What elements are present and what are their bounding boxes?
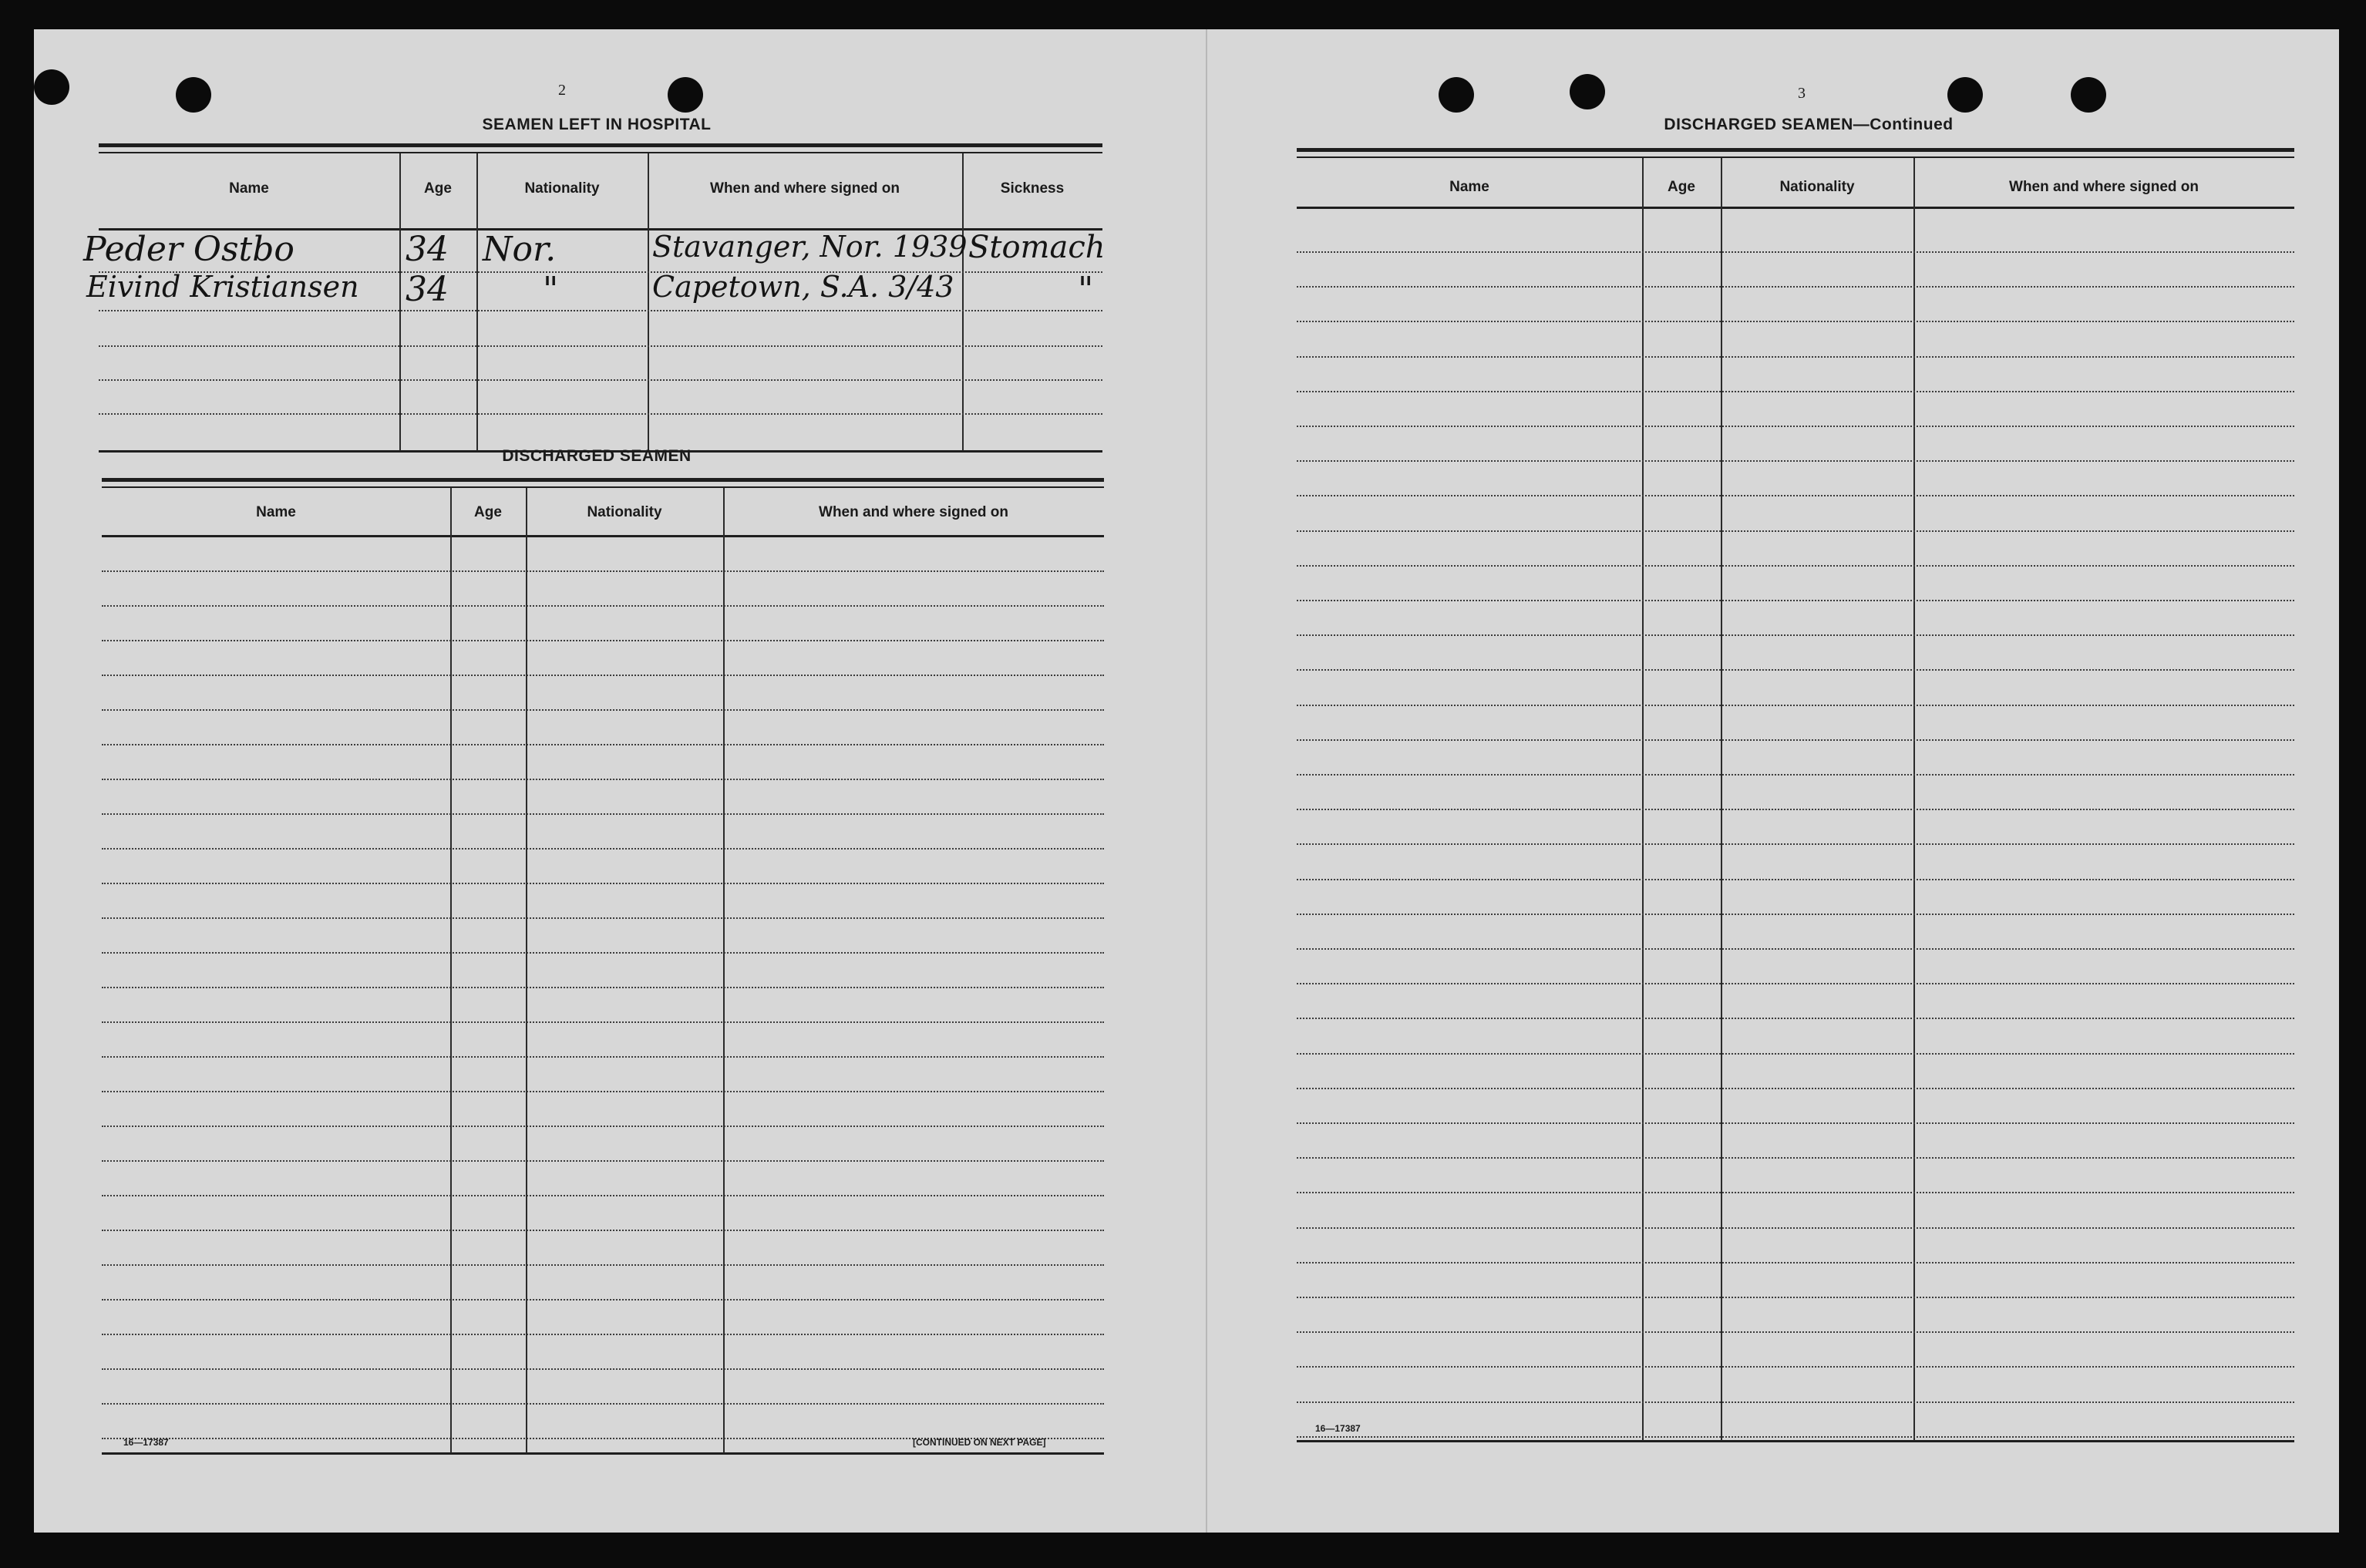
row-line	[1297, 495, 2294, 496]
table-top-rule	[99, 143, 1102, 147]
column-divider	[450, 488, 452, 1453]
row-line	[102, 1126, 1104, 1127]
discharged-table	[102, 478, 1104, 1457]
row-line	[1297, 286, 2294, 288]
column-divider	[526, 488, 527, 1453]
row-line	[1297, 1227, 2294, 1229]
table-top-rule	[1297, 156, 2294, 158]
entry-name: Peder Ostbo	[83, 230, 294, 269]
row-line	[1297, 356, 2294, 358]
row-line	[1297, 739, 2294, 741]
row-line	[102, 640, 1104, 641]
column-header-signed-on: When and where signed on	[2009, 179, 2199, 195]
hospital-title: SEAMEN LEFT IN HOSPITAL	[482, 116, 712, 133]
row-line	[1297, 251, 2294, 253]
row-line	[1297, 1018, 2294, 1019]
column-header-signed-on: When and where signed on	[819, 504, 1008, 520]
punch-hole	[1439, 77, 1474, 113]
row-line	[102, 917, 1104, 919]
column-divider	[476, 153, 478, 451]
row-line	[1297, 1366, 2294, 1368]
column-divider	[962, 153, 964, 451]
table-top-rule	[102, 486, 1104, 488]
document-sheet	[34, 29, 2339, 1533]
column-header-signed-on: When and where signed on	[710, 180, 900, 197]
row-line	[102, 1299, 1104, 1300]
row-line	[1297, 809, 2294, 810]
column-header-nationality: Nationality	[524, 180, 600, 197]
row-line	[102, 709, 1104, 711]
column-divider	[723, 488, 725, 1453]
row-line	[99, 345, 1102, 347]
row-line	[1297, 914, 2294, 915]
row-line	[102, 1334, 1104, 1335]
column-header-name: Name	[256, 504, 296, 520]
entry-signed-on: Stavanger, Nor. 1939	[652, 230, 968, 264]
table-bottom-rule	[1297, 1440, 2294, 1442]
column-divider	[648, 153, 649, 451]
entry-sickness: Stomach	[968, 230, 1106, 265]
page-number: 3	[1798, 85, 1806, 102]
row-line	[102, 952, 1104, 954]
row-line	[1297, 530, 2294, 532]
page-number: 2	[558, 82, 566, 99]
row-line	[102, 675, 1104, 676]
row-line	[102, 779, 1104, 780]
column-header-age: Age	[1668, 179, 1695, 195]
column-divider	[399, 153, 401, 451]
entry-sickness: "	[1078, 270, 1094, 309]
continued-note: [CONTINUED ON NEXT PAGE]	[913, 1437, 1046, 1448]
row-line	[1297, 1331, 2294, 1333]
punch-hole	[1947, 77, 1983, 113]
column-divider	[1913, 158, 1915, 1441]
row-line	[102, 1056, 1104, 1058]
row-line	[102, 813, 1104, 815]
row-line	[102, 1160, 1104, 1162]
table-top-rule	[99, 152, 1102, 153]
left-page	[34, 29, 1206, 1533]
table-bottom-rule	[102, 1452, 1104, 1455]
row-line	[1297, 774, 2294, 776]
discharged-continued-table	[1297, 148, 2294, 1451]
entry-age: 34	[406, 270, 449, 309]
column-header-age: Age	[424, 180, 452, 197]
hospital-table	[83, 143, 1106, 452]
row-line	[102, 987, 1104, 988]
discharged-title: DISCHARGED SEAMEN	[502, 447, 692, 465]
row-line	[102, 570, 1104, 572]
row-line	[1297, 1436, 2294, 1438]
column-header-name: Name	[1449, 179, 1489, 195]
punch-hole	[176, 77, 211, 113]
row-line	[1297, 843, 2294, 845]
row-line	[102, 1091, 1104, 1092]
column-header-age: Age	[474, 504, 502, 520]
row-line	[1297, 705, 2294, 706]
right-page	[1206, 29, 2341, 1533]
column-header-sickness: Sickness	[1000, 180, 1065, 197]
row-line	[1297, 1122, 2294, 1124]
row-line	[1297, 879, 2294, 880]
column-header-name: Name	[229, 180, 269, 197]
row-line	[1297, 391, 2294, 392]
row-line	[1297, 669, 2294, 671]
punch-hole	[2071, 77, 2106, 113]
table-top-rule	[1297, 148, 2294, 152]
discharged-continued-title: DISCHARGED SEAMEN—Continued	[1664, 116, 1954, 133]
row-line	[102, 744, 1104, 745]
punch-hole	[1570, 74, 1605, 109]
row-line	[99, 379, 1102, 381]
row-line	[1297, 565, 2294, 567]
row-line	[1297, 948, 2294, 950]
row-line	[1297, 1157, 2294, 1159]
form-number: 16—17387	[1315, 1423, 1361, 1434]
column-divider	[1642, 158, 1644, 1441]
header-rule	[102, 535, 1104, 537]
punch-hole	[34, 69, 69, 105]
row-line	[102, 1264, 1104, 1266]
row-line	[102, 848, 1104, 850]
row-line	[1297, 1401, 2294, 1403]
row-line	[1297, 1053, 2294, 1055]
row-line	[102, 1230, 1104, 1231]
row-line	[1297, 600, 2294, 601]
punch-hole	[668, 77, 703, 113]
column-divider	[1721, 158, 1722, 1441]
header-rule	[1297, 207, 2294, 209]
row-line	[102, 1403, 1104, 1405]
entry-age: 34	[406, 230, 449, 269]
row-line	[102, 1021, 1104, 1023]
entry-name: Eivind Kristiansen	[86, 270, 359, 304]
row-line	[102, 883, 1104, 884]
row-line	[102, 1195, 1104, 1196]
row-line	[99, 413, 1102, 415]
row-line	[99, 310, 1102, 311]
row-line	[1297, 634, 2294, 636]
row-line	[1297, 426, 2294, 427]
row-line	[1297, 1192, 2294, 1193]
row-line	[1297, 321, 2294, 322]
row-line	[1297, 460, 2294, 462]
row-line	[102, 605, 1104, 607]
column-header-nationality: Nationality	[1779, 179, 1855, 195]
row-line	[1297, 983, 2294, 984]
row-line	[102, 1368, 1104, 1370]
row-line	[1297, 1262, 2294, 1263]
column-header-nationality: Nationality	[587, 504, 662, 520]
form-number: 16—17387	[123, 1437, 169, 1448]
entry-nationality: Nor.	[483, 230, 557, 269]
row-line	[1297, 1088, 2294, 1089]
row-line	[1297, 1297, 2294, 1298]
entry-signed-on: Capetown, S.A. 3/43	[652, 270, 954, 304]
entry-nationality: "	[543, 270, 559, 309]
table-top-rule	[102, 478, 1104, 482]
